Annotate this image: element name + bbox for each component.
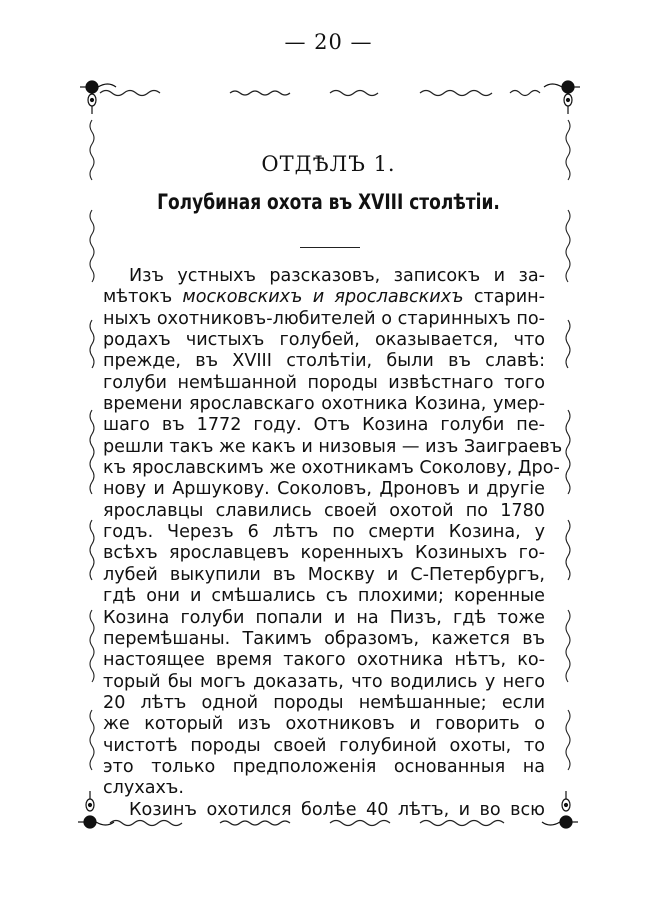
text-line: нову и Аршукову. Соколовъ, Дроновъ и другіе [103, 479, 545, 500]
text-line: слухахъ. [103, 778, 184, 799]
text-line: перемѣшаны. Такимъ образомъ, кажется въ [103, 628, 545, 649]
body-text [103, 266, 563, 821]
text-line: это только предположенія основанныя на [103, 756, 545, 777]
top-border [100, 91, 540, 96]
text-line: къ ярославскимъ же охотникамъ Соколову, Дро- [103, 458, 560, 479]
text-line: 20 лѣтъ одной породы немѣшанные; если [103, 692, 545, 713]
corner-ornament-bottom-right [542, 791, 578, 828]
text-line: ныхъ охотниковъ-любителей о старинныхъ по- [103, 308, 545, 329]
text-line: гдѣ они и смѣшались съ плохими; коренные [103, 586, 545, 607]
text-segment: старин- [463, 287, 545, 308]
right-border [566, 120, 570, 770]
title-divider [300, 247, 360, 248]
text-segment: мѣтокъ [103, 287, 183, 308]
italic-segment: московскихъ и ярославскихъ [182, 287, 464, 308]
corner-ornament-top-left [80, 81, 116, 114]
text-line: родахъ чистыхъ голубей, оказывается, что [103, 330, 545, 351]
text-line: Изъ устныхъ разсказовъ, записокъ и за- [129, 266, 545, 286]
text-line: Козина голуби попали и на Пизъ, гдѣ тоже [103, 607, 545, 628]
text-line: Козинъ охотился болѣе 40 лѣтъ, и во всю [129, 799, 545, 820]
corner-ornament-top-right [544, 81, 580, 114]
text-line: голуби немѣшанной породы извѣстнаго того [103, 372, 545, 393]
text-line: прежде, въ XVIII столѣтіи, были въ славѣ: [103, 351, 545, 372]
text-line: времени ярославскаго охотника Козина, умер- [103, 394, 545, 415]
bottom-border [110, 821, 504, 826]
page-number: — 20 — [284, 30, 373, 54]
text-line: ярославцы славились своей охотой по 1780 [103, 500, 545, 521]
text-line: лубей выкупили въ Москву и С-Петербургъ, [103, 564, 545, 585]
section-title: Голубиная охота въ XVIII столѣтіи. [157, 190, 500, 214]
text-line: годъ. Черезъ 6 лѣтъ по смерти Козина, у [103, 522, 545, 543]
text-line-italic-mixed [103, 287, 545, 308]
text-line: чистотѣ породы своей голубиной охоты, то [103, 735, 545, 756]
text-line: шаго въ 1772 году. Отъ Козина голуби пе- [103, 415, 545, 436]
left-border [90, 120, 94, 770]
text-line: же который изъ охотниковъ и говорить о [103, 714, 545, 735]
text-line: настоящее время такого охотника нѣтъ, ко- [103, 650, 545, 671]
text-line: решли такъ же какъ и низовыя — изъ Заиграевъ [103, 436, 563, 457]
text-line: всѣхъ ярославцевъ коренныхъ Козиныхъ го- [103, 543, 545, 564]
text-line: торый бы могъ доказать, что водились у него [103, 671, 545, 692]
section-heading: ОТДѢЛЪ 1. [261, 152, 396, 176]
